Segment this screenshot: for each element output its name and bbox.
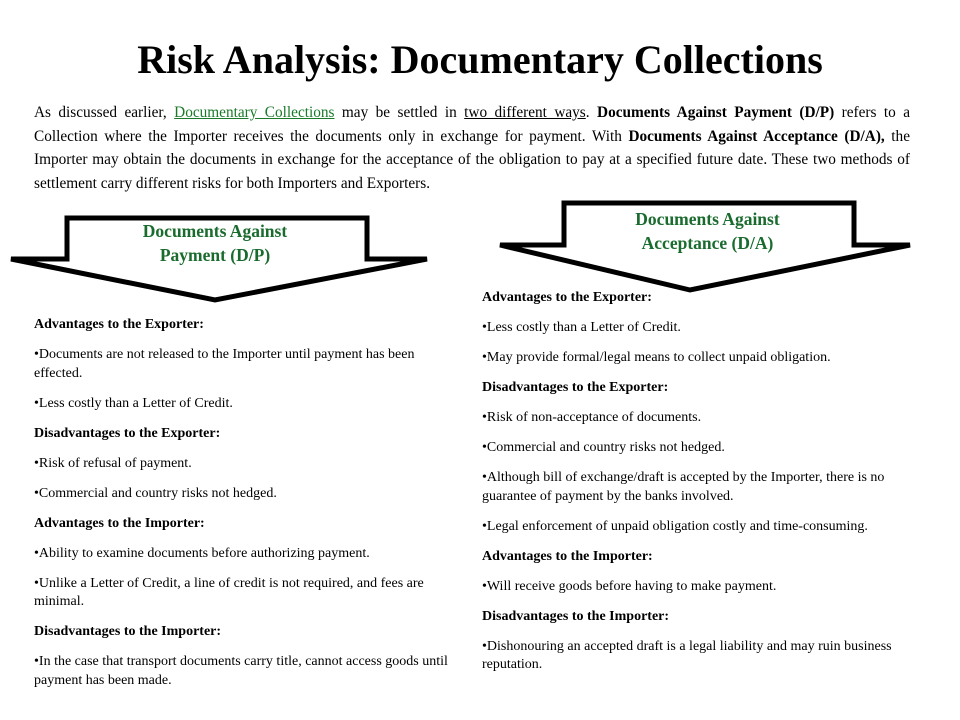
dp-importer-disadvantages-heading: Disadvantages to the Importer:: [34, 624, 222, 639]
da-label-line1: Documents Against: [635, 209, 780, 229]
intro-dp-term: Documents Against Payment (D/P): [597, 104, 835, 121]
dp-details-list: [34, 316, 456, 702]
list-item: •Commercial and country risks not hedged.: [34, 485, 277, 501]
documentary-collections-link[interactable]: Documentary Collections: [174, 104, 335, 121]
intro-text-4: refers to a Collection where the Importer receives the documents only in exchange for payment. With: [34, 104, 910, 145]
da-importer-advantages-heading: Advantages to the Importer:: [482, 548, 653, 564]
da-label-line2: Acceptance (D/A): [641, 233, 774, 253]
da-exporter-advantages-heading: Advantages to the Exporter:: [482, 290, 652, 305]
intro-text-1: As discussed earlier,: [34, 104, 175, 121]
list-item: •Will receive goods before having to make payment.: [482, 578, 777, 594]
intro-text-2: may be settled in: [334, 104, 465, 121]
dp-arrow-label: [80, 219, 350, 267]
intro-text-5: the Importer may obtain the documents in exchange for the acceptance of the obligation to pay at a specified future date. These two methods of settlement carry different risks for both Importers and Exporters.: [34, 127, 910, 192]
intro-paragraph: [34, 101, 910, 195]
da-details-list: [482, 289, 930, 686]
list-item: •Documents are not released to the Importer until payment has been effected.: [34, 347, 415, 381]
dp-exporter-disadvantages-heading: Disadvantages to the Exporter:: [34, 425, 221, 441]
list-item: •Although bill of exchange/draft is accepted by the Importer, there is no guarantee of payment by the banks involved.: [482, 470, 885, 504]
list-item: •Unlike a Letter of Credit, a line of credit is not required, and fees are minimal.: [34, 575, 424, 609]
page-title: Risk Analysis: Documentary Collections: [137, 37, 823, 82]
list-item: •Commercial and country risks not hedged.: [482, 440, 725, 455]
list-item: •Risk of non-acceptance of documents.: [482, 410, 702, 425]
dp-label-line1: Documents Against: [142, 221, 288, 241]
intro-da-term: Documents Against Acceptance (D/A),: [628, 127, 885, 145]
list-item: •Less costly than a Letter of Credit.: [34, 395, 233, 411]
list-item: •In the case that transport documents carry title, cannot access goods until payment has been made.: [34, 654, 448, 688]
list-item: •May provide formal/legal means to collect unpaid obligation.: [482, 350, 831, 365]
dp-importer-advantages-heading: Advantages to the Importer:: [34, 515, 205, 531]
da-arrow-label: [570, 207, 845, 255]
list-item: •Legal enforcement of unpaid obligation costly and time-consuming.: [482, 518, 868, 534]
dp-exporter-advantages-heading: Advantages to the Exporter:: [34, 317, 204, 332]
dp-label-line2: Payment (D/P): [159, 245, 271, 265]
intro-underlined-text: two different ways: [464, 104, 586, 121]
list-item: •Ability to examine documents before authorizing payment.: [34, 545, 370, 561]
list-item: •Less costly than a Letter of Credit.: [482, 320, 681, 335]
list-item: •Risk of refusal of payment.: [34, 455, 192, 471]
da-importer-disadvantages-heading: Disadvantages to the Importer:: [482, 608, 670, 624]
list-item: •Dishonouring an accepted draft is a legal liability and may ruin business reputation.: [482, 638, 892, 672]
intro-text-3: .: [585, 104, 598, 121]
da-exporter-disadvantages-heading: Disadvantages to the Exporter:: [482, 380, 669, 395]
